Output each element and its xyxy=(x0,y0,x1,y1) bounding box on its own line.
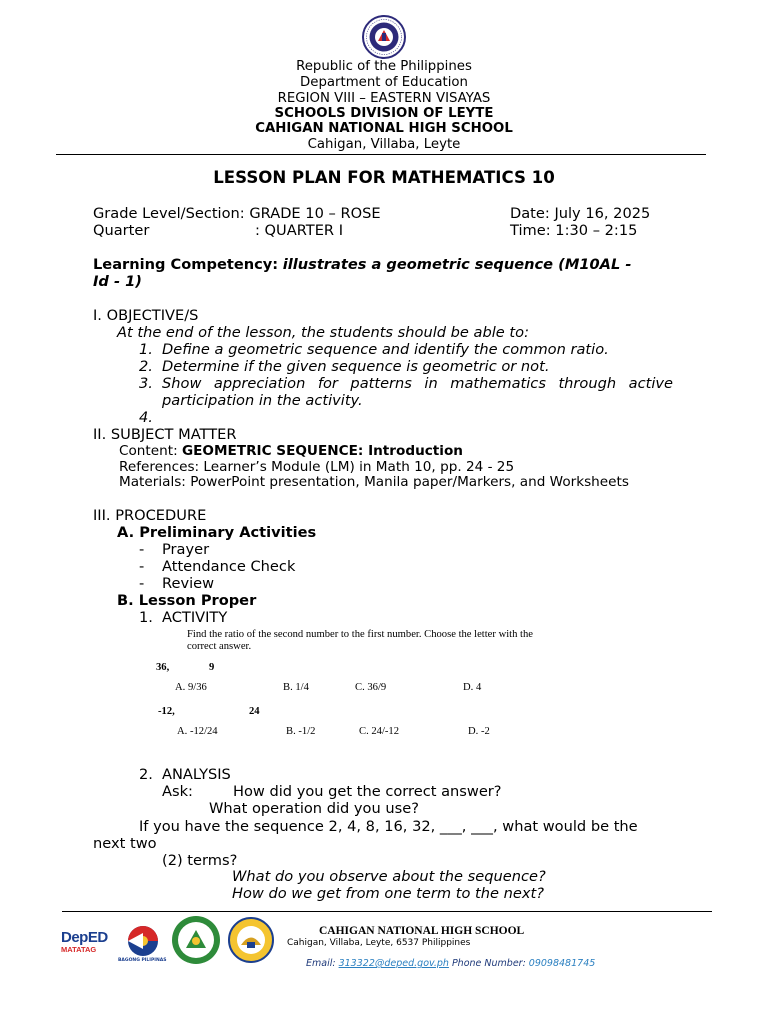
matatag-logo-text: MATATAG xyxy=(61,945,97,954)
footer-divider xyxy=(62,911,712,912)
content-label: Content: xyxy=(119,443,178,459)
competency-line1 xyxy=(93,256,631,273)
choice-option: D. 4 xyxy=(463,682,482,693)
sequence-question-line3: (2) terms? xyxy=(162,852,238,869)
deped-matatag-logo xyxy=(61,929,117,954)
deped-logo-text: DepED xyxy=(61,929,108,946)
content-value: GEOMETRIC SEQUENCE: Introduction xyxy=(181,443,463,459)
objective-item-continued: participation in the activity. xyxy=(162,392,363,409)
header-division: SCHOOLS DIVISION OF LEYTE xyxy=(274,106,494,121)
sequence-question-line2: next two xyxy=(93,835,157,852)
ask-question: What operation did you use? xyxy=(209,800,419,817)
deped-seal-icon xyxy=(359,14,409,60)
activity-instruction-line2: correct answer. xyxy=(187,641,252,652)
time-label: Time: xyxy=(510,222,551,239)
choice-option: A. 9/36 xyxy=(175,682,207,693)
grade-level-line xyxy=(93,205,381,222)
subject-content-line xyxy=(119,443,463,459)
objective-number: 2. xyxy=(139,358,153,375)
competency-label: Learning Competency: xyxy=(93,256,279,273)
choice-option: A. -12/24 xyxy=(177,726,218,737)
header-region: REGION VIII – EASTERN VISAYAS xyxy=(277,91,491,106)
date-value: July 16, 2025 xyxy=(554,205,651,222)
lesson-proper-heading: B. Lesson Proper xyxy=(117,592,257,609)
choice-option: C. 36/9 xyxy=(355,682,387,693)
competency-text: illustrates a geometric sequence (M10AL - xyxy=(282,256,632,273)
header-divider xyxy=(56,154,706,155)
date-label: Date: xyxy=(510,205,550,222)
subject-materials: Materials: PowerPoint presentation, Manila paper/Markers, and Worksheets xyxy=(119,474,629,490)
footer-contact-line xyxy=(306,958,595,969)
question-first-number: 36, xyxy=(156,662,170,673)
objective-number: 1. xyxy=(139,341,153,358)
activity-number: 1. xyxy=(139,609,153,626)
question-second-number: 9 xyxy=(209,662,215,673)
question-first-number: -12, xyxy=(158,706,175,717)
objective-item: Show appreciation for patterns in mathematics through active xyxy=(162,375,673,392)
quarter-label: Quarter xyxy=(93,222,150,239)
division-seal-icon xyxy=(170,914,222,966)
activity-instruction-line1: Find the ratio of the second number to the first number. Choose the letter with the xyxy=(187,629,533,640)
bagong-pilipinas-text: BAGONG PILIPINAS xyxy=(118,958,167,963)
choice-option: B. 1/4 xyxy=(283,682,309,693)
header-department: Department of Education xyxy=(300,75,468,90)
header-republic: Republic of the Philippines xyxy=(296,59,472,74)
header-address: Cahigan, Villaba, Leyte xyxy=(307,137,461,152)
analysis-heading: ANALYSIS xyxy=(162,766,231,783)
grade-label: Grade Level/Section: xyxy=(93,205,245,222)
observe-question: What do you observe about the sequence? xyxy=(232,868,546,885)
procedure-heading: III. PROCEDURE xyxy=(93,507,207,524)
objectives-heading: I. OBJECTIVE/S xyxy=(93,307,199,324)
choice-option: B. -1/2 xyxy=(286,726,316,737)
list-item: Prayer xyxy=(162,541,210,558)
bagong-pilipinas-icon xyxy=(120,925,166,957)
subject-heading: II. SUBJECT MATTER xyxy=(93,426,237,443)
choice-option: C. 24/-12 xyxy=(359,726,400,737)
analysis-number: 2. xyxy=(139,766,153,783)
competency-line2: Id - 1) xyxy=(93,273,142,290)
activity-heading: ACTIVITY xyxy=(162,609,228,626)
objective-number: 4. xyxy=(139,409,153,426)
bullet-dash: - xyxy=(139,541,145,558)
list-item: Review xyxy=(162,575,215,592)
quarter-value: : QUARTER I xyxy=(255,222,344,239)
objective-number: 3. xyxy=(139,375,153,392)
email-link[interactable]: 313322@deped.gov.ph xyxy=(338,958,449,969)
page-title: LESSON PLAN FOR MATHEMATICS 10 xyxy=(213,168,555,187)
choice-option: D. -2 xyxy=(468,726,490,737)
list-item: Attendance Check xyxy=(162,558,296,575)
footer-address: Cahigan, Villaba, Leyte, 6537 Philippines xyxy=(287,938,471,948)
objective-item: Determine if the given sequence is geometric or not. xyxy=(162,358,550,375)
time-line xyxy=(510,222,637,239)
grade-value: GRADE 10 – ROSE xyxy=(249,205,381,222)
question-second-number: 24 xyxy=(249,706,260,717)
header-school: CAHIGAN NATIONAL HIGH SCHOOL xyxy=(255,121,513,136)
preliminary-heading: A. Preliminary Activities xyxy=(117,524,317,541)
objectives-intro: At the end of the lesson, the students should be able to: xyxy=(117,324,529,341)
phone-number: 09098481745 xyxy=(528,958,596,969)
sequence-question-line1: If you have the sequence 2, 4, 8, 16, 32, ___, ___, what would be the xyxy=(139,818,638,835)
phone-label: Phone Number: xyxy=(451,958,526,969)
bullet-dash: - xyxy=(139,575,145,592)
date-line xyxy=(510,205,650,222)
ask-question: How did you get the correct answer? xyxy=(233,783,502,800)
footer-school-name: CAHIGAN NATIONAL HIGH SCHOOL xyxy=(319,925,525,937)
subject-references: References: Learner’s Module (LM) in Math 10, pp. 24 - 25 xyxy=(119,459,515,475)
time-value: 1:30 – 2:15 xyxy=(555,222,638,239)
observe-question: How do we get from one term to the next? xyxy=(232,885,544,902)
email-label: Email: xyxy=(306,958,336,969)
bullet-dash: - xyxy=(139,558,145,575)
ask-label: Ask: xyxy=(162,783,193,800)
school-seal-icon xyxy=(227,916,275,964)
objective-item: Define a geometric sequence and identify the common ratio. xyxy=(162,341,609,358)
